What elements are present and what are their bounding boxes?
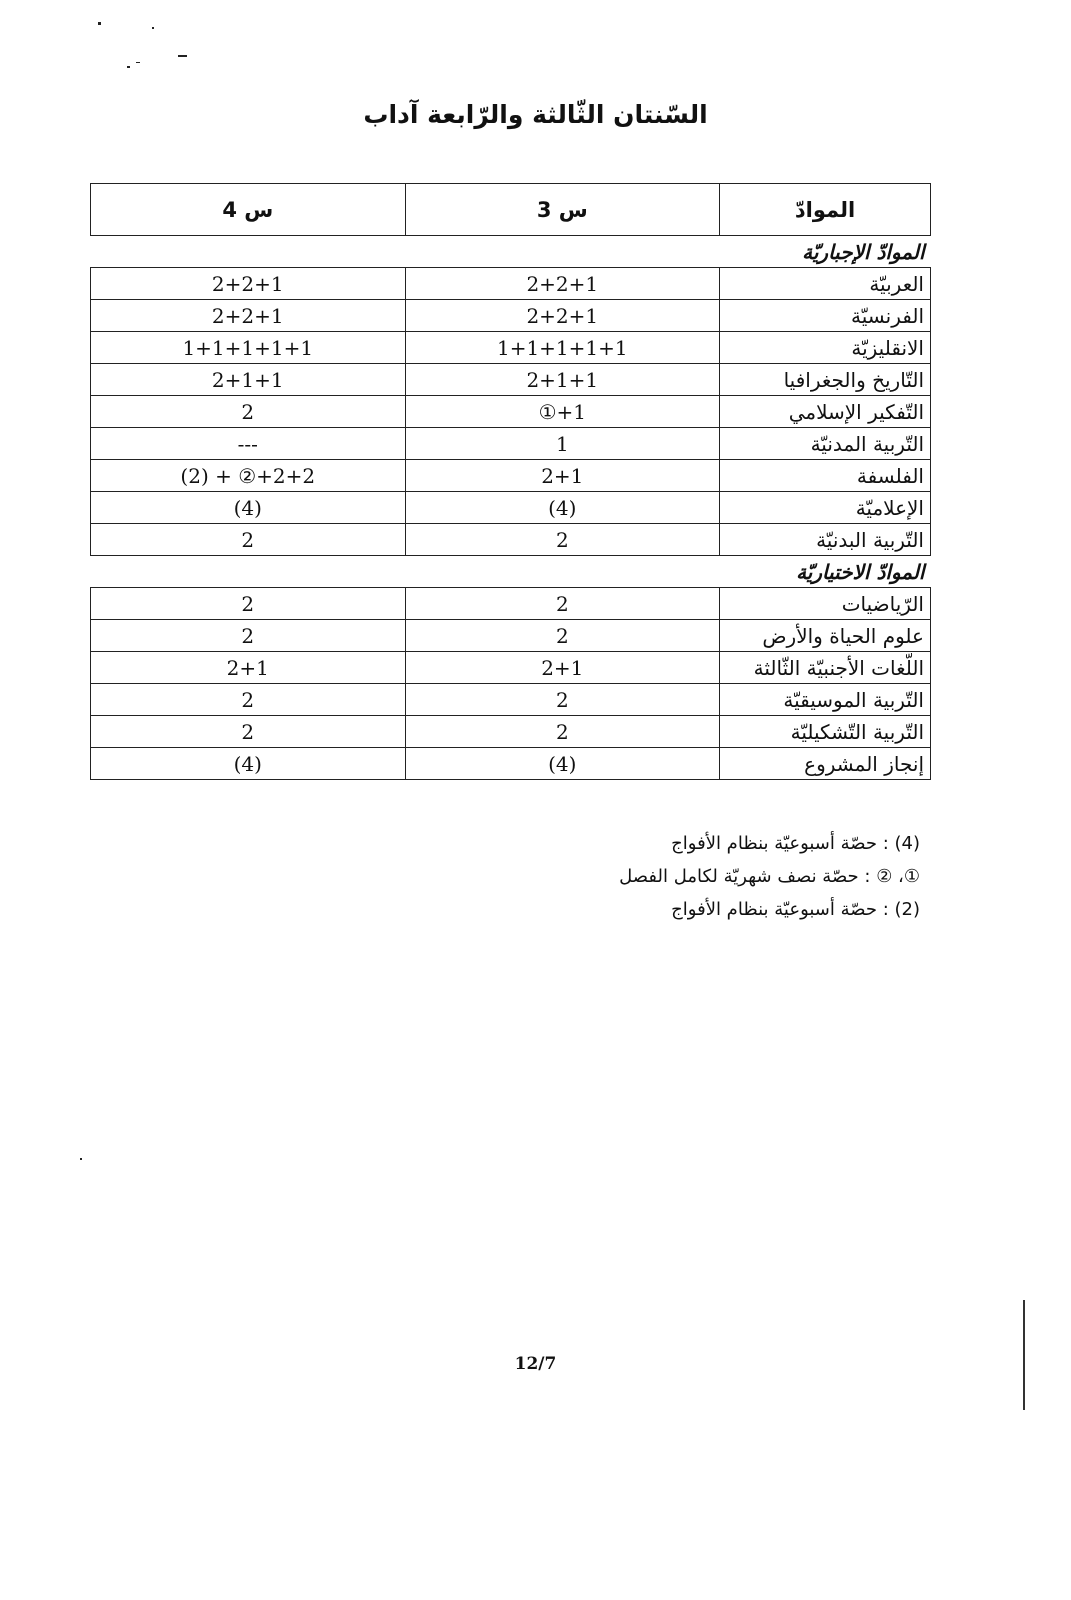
year-4-cell [91, 588, 406, 620]
subject-cell: الفرنسيّة [720, 300, 931, 332]
year-4-cell [91, 748, 406, 780]
year-4-value: 2+2+1 [211, 303, 284, 328]
table-row [91, 492, 931, 524]
year-3-cell [405, 460, 720, 492]
table-row [91, 396, 931, 428]
year-3-cell [405, 268, 720, 300]
table-row [91, 652, 931, 684]
year-3-value: 1 [555, 431, 569, 456]
subject-cell: الرّياضيات [720, 588, 931, 620]
year-4-value: --- [237, 431, 258, 456]
year-3-value: 2+2+1 [526, 303, 599, 328]
year-3-cell [405, 364, 720, 396]
year-4-cell [91, 684, 406, 716]
section-row-mandatory [91, 236, 931, 268]
year-4-cell [91, 428, 406, 460]
table-row [91, 364, 931, 396]
year-4-value: 2 [241, 687, 255, 712]
section-label: الموادّ الإجباريّة [91, 236, 931, 268]
year-3-value: 2 [555, 687, 569, 712]
year-4-cell [91, 716, 406, 748]
year-3-value: 2+1+1 [526, 367, 599, 392]
table-row [91, 524, 931, 556]
scan-speck [98, 22, 101, 25]
year-3-cell [405, 396, 720, 428]
year-4-value: 1+1+1+1+1 [182, 335, 314, 360]
year-4-value: (2) + ②+2+2 [180, 463, 316, 488]
year-4-value: 2 [241, 591, 255, 616]
year-3-cell [405, 620, 720, 652]
year-3-cell [405, 300, 720, 332]
year-3-cell [405, 716, 720, 748]
year-4-value: (4) [233, 495, 262, 520]
year-3-cell [405, 332, 720, 364]
year-4-cell [91, 652, 406, 684]
year-4-value: 2 [241, 623, 255, 648]
year-3-value: 2+2+1 [526, 271, 599, 296]
scan-speck [178, 55, 187, 57]
subject-cell: الانقليزيّة [720, 332, 931, 364]
year-4-cell [91, 524, 406, 556]
subject-cell: التّربية التّشكيليّة [720, 716, 931, 748]
subject-cell: التّاريخ والجغرافيا [720, 364, 931, 396]
year-3-cell [405, 652, 720, 684]
year-4-value: 2+1 [226, 655, 269, 680]
year-4-value: 2+1+1 [211, 367, 284, 392]
year-3-cell [405, 684, 720, 716]
table-row [91, 428, 931, 460]
table-row [91, 748, 931, 780]
year-4-cell [91, 332, 406, 364]
year-4-cell [91, 492, 406, 524]
section-label: الموادّ الاختياريّة [91, 556, 931, 588]
table-row [91, 332, 931, 364]
table-row [91, 588, 931, 620]
year-3-value: 2+1 [541, 463, 584, 488]
year-3-cell [405, 428, 720, 460]
subject-cell: التّربية البدنيّة [720, 524, 931, 556]
note-line: (4) : حصّة أسبوعيّة بنظام الأفواج [671, 833, 920, 854]
year-3-value: 2+1 [541, 655, 584, 680]
year-3-value: 2 [555, 623, 569, 648]
year-3-value: 2 [555, 591, 569, 616]
year-3-value: 1+1+1+1+1 [496, 335, 628, 360]
table-row [91, 716, 931, 748]
year-4-value: (4) [233, 751, 262, 776]
year-3-value: ①+1 [538, 399, 587, 424]
year-3-cell [405, 524, 720, 556]
year-4-cell [91, 460, 406, 492]
year-4-value: 2 [241, 719, 255, 744]
table-header-row [91, 184, 931, 236]
page-title: السّنتان الثّالثة والرّابعة آداب [363, 100, 708, 129]
year-4-value: 2 [241, 399, 255, 424]
scan-speck [152, 27, 154, 29]
subject-cell: علوم الحياة والأرض [720, 620, 931, 652]
header-subjects: الموادّ [720, 184, 931, 236]
subject-cell: التّربية الموسيقيّة [720, 684, 931, 716]
subject-cell: اللّغات الأجنبيّة الثّالثة [720, 652, 931, 684]
section-row-optional [91, 556, 931, 588]
header-year-4: س 4 [91, 184, 406, 236]
year-4-cell [91, 620, 406, 652]
table-row [91, 684, 931, 716]
year-3-value: 2 [555, 527, 569, 552]
table-row [91, 620, 931, 652]
scan-speck [127, 66, 130, 68]
subject-cell: الإعلاميّة [720, 492, 931, 524]
table-row [91, 300, 931, 332]
year-3-cell [405, 588, 720, 620]
header-year-3: س 3 [405, 184, 720, 236]
year-3-value: 2 [555, 719, 569, 744]
note-line: (2) : حصّة أسبوعيّة بنظام الأفواج [671, 899, 920, 920]
year-3-cell [405, 748, 720, 780]
year-4-value: 2+2+1 [211, 271, 284, 296]
year-3-cell [405, 492, 720, 524]
schedule-table [90, 183, 931, 780]
scan-speck [136, 62, 140, 63]
year-3-value: (4) [548, 495, 577, 520]
subject-cell: الفلسفة [720, 460, 931, 492]
subject-cell: إنجاز المشروع [720, 748, 931, 780]
note-line: ①، ② : حصّة نصف شهريّة لكامل الفصل [619, 866, 920, 887]
table-row [91, 268, 931, 300]
subject-cell: التّربية المدنيّة [720, 428, 931, 460]
year-4-value: 2 [241, 527, 255, 552]
scan-speck [80, 1158, 82, 1160]
subject-cell: التّفكير الإسلامي [720, 396, 931, 428]
year-3-value: (4) [548, 751, 577, 776]
subject-cell: العربيّة [720, 268, 931, 300]
year-4-cell [91, 396, 406, 428]
table-row [91, 460, 931, 492]
year-4-cell [91, 268, 406, 300]
page-number: 12/7 [514, 1354, 557, 1374]
year-4-cell [91, 364, 406, 396]
year-4-cell [91, 300, 406, 332]
legend-notes [0, 827, 920, 926]
